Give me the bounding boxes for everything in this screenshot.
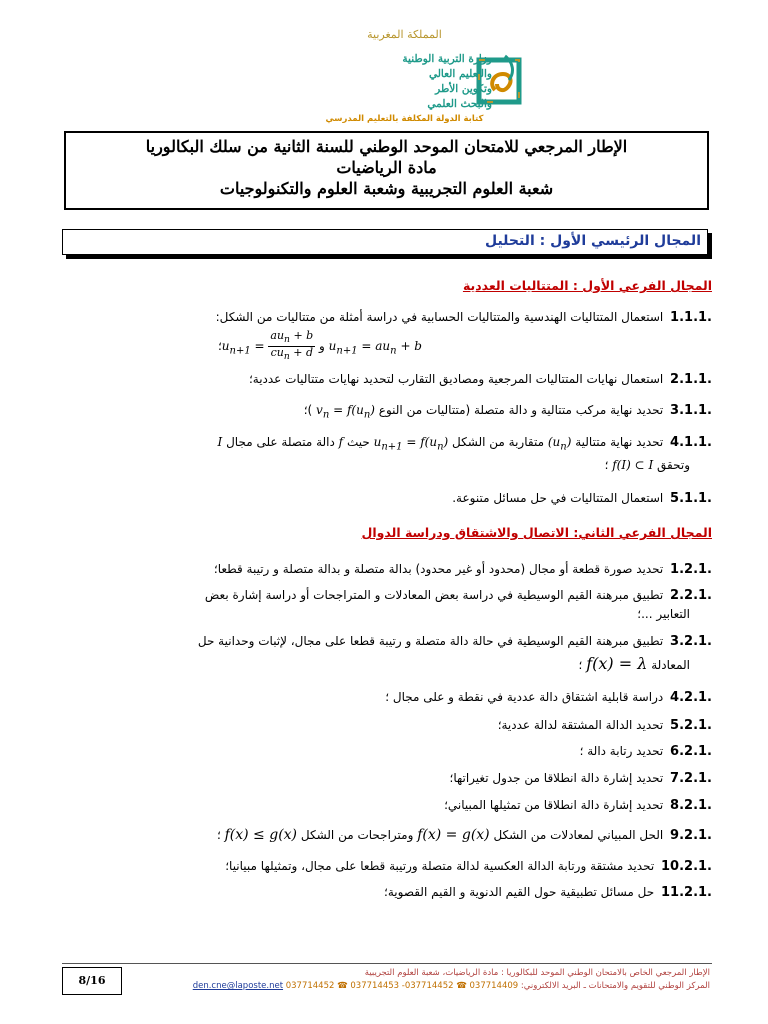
item-text: تحديد إشارة دالة انطلاقا من جدول تغيراتها؛ — [449, 771, 664, 785]
item-number: 5.2.1. — [670, 718, 712, 733]
item-text: حيث — [346, 435, 370, 449]
list-item — [62, 688, 712, 707]
math-expression: $(u_n)$ — [547, 435, 572, 453]
list-item-continuation — [62, 456, 712, 474]
page-footer — [62, 967, 710, 995]
item-end: ؛ — [216, 828, 221, 842]
item-end: ؛ — [604, 458, 609, 472]
main-domain-banner — [62, 229, 712, 259]
homographic-formula: $u_{n+1}$ = $\frac{au_n + b}{cu_n + d}$ — [221, 329, 314, 363]
item-text: وتحقق — [657, 458, 690, 472]
item-text: تحديد رتابة دالة ؛ — [579, 744, 664, 758]
footer-email-link[interactable]: den.cne@laposte.net — [192, 981, 284, 991]
subject-title: مادة الرياضيات — [336, 158, 437, 177]
math-expression: I — [217, 435, 223, 449]
document-title: الإطار المرجعي للامتحان الموحد الوطني للسنة الثانية من سلك البكالوريا — [145, 137, 628, 156]
list-item — [62, 489, 712, 508]
page-number: 8/16 — [62, 967, 122, 995]
list-item — [62, 370, 712, 389]
item-number: 8.2.1. — [670, 798, 712, 813]
item-end: ؛ — [578, 658, 583, 672]
math-expression: $v_n = f(u_n)$ — [316, 403, 375, 421]
stream-title: شعبة العلوم التجريبية وشعبة العلوم والتكنولوجيات — [219, 179, 554, 198]
footer-reference-line: الإطار المرجعي الخاص بالامتحان الوطني الموحد للبكالوريا : مادة الرياضيات، شعبة العلوم التجريبية — [364, 968, 710, 978]
list-item — [62, 769, 712, 788]
item-number: 9.2.1. — [670, 828, 712, 843]
item-number: 3.1.1. — [670, 403, 712, 418]
list-item — [62, 401, 712, 424]
subdomain-1-title: المجال الفرعي الأول : المتتاليات العددية — [462, 278, 712, 293]
ministry-logo-icon — [475, 50, 527, 106]
arithmetic-formula: $u_{n+1} = au_n + b$ — [328, 339, 422, 357]
list-item — [62, 826, 712, 845]
list-item — [62, 857, 712, 876]
item-text: تحديد نهاية متتالية — [575, 435, 664, 449]
ministry-line: والبحث العلمي — [427, 98, 492, 110]
item-number: 11.2.1. — [661, 885, 712, 900]
math-expression: f(x) ≤ g(x) — [224, 827, 298, 843]
item-end: ؛ — [217, 339, 222, 354]
math-expression: $u_{n+1} = f(u_n)$ — [373, 435, 449, 453]
ministry-line: وزارة التربية الوطنية — [402, 53, 492, 65]
item-text: الحل المبياني لمعادلات من الشكل — [493, 828, 664, 842]
item-text: تطبيق مبرهنة القيم الوسيطية في دراسة بعض المعادلات و المتراجحات أو دراسة إشارة بعض — [204, 588, 664, 602]
ministry-line: وتكوين الأطر — [435, 83, 492, 95]
item-number: 4.1.1. — [670, 435, 712, 450]
footer-divider — [62, 963, 712, 964]
item-number: 6.2.1. — [670, 744, 712, 759]
list-item — [62, 586, 712, 623]
list-item — [62, 796, 712, 815]
item-text: تحديد مشتقة ورتابة الدالة العكسية لدالة متصلة ورتيبة قطعا على مجال، وتمثيلها مبيانيا؛ — [225, 859, 655, 873]
item-text: تطبيق مبرهنة القيم الوسيطية في حالة دالة متصلة و رتيبة قطعا على مجال، لإثبات وحدانية حل — [197, 634, 664, 648]
item-number: 1.2.1. — [670, 562, 712, 577]
secretariat-name: كتابة الدولة المكلفة بالتعليم المدرسي — [325, 114, 484, 124]
item-number: 10.2.1. — [661, 859, 712, 874]
item-number: 4.2.1. — [670, 690, 712, 705]
item-text: تحديد الدالة المشتقة لدالة عددية؛ — [497, 718, 664, 732]
item-text: استعمال المتتاليات في حل مسائل متنوعة. — [452, 491, 664, 505]
item-text: تحديد نهاية مركب متتالية و دالة متصلة (متتاليات من النوع — [378, 403, 664, 417]
item-text: استعمال نهايات المتتاليات المرجعية ومصاديق التقارب لتحديد نهايات متتاليات عددية؛ — [248, 372, 664, 386]
item-text: استعمال المتتاليات الهندسية والمتتاليات الحسابية في دراسة أمثلة من متتاليات من الشكل: — [215, 310, 664, 324]
header-logo-block — [292, 22, 572, 130]
item-text: تحديد إشارة دالة انطلاقا من تمثيلها المبياني؛ — [444, 798, 664, 812]
document-title-box — [64, 131, 709, 210]
math-expression: f(x) = g(x) — [417, 827, 490, 843]
item-text: التعابير ...؛ — [637, 607, 690, 621]
list-item — [62, 716, 712, 735]
item-text: )؛ — [303, 403, 313, 417]
item-number: 3.2.1. — [670, 634, 712, 649]
math-expression: f(I) ⊂ I — [612, 458, 654, 472]
formula-line — [62, 330, 712, 363]
list-item — [62, 433, 712, 456]
item-number: 2.2.1. — [670, 588, 712, 603]
item-text: دراسة قابلية اشتقاق دالة عددية في نقطة و على مجال ؛ — [385, 690, 664, 704]
item-text: ومتراجحات من الشكل — [300, 828, 414, 842]
footer-text — [128, 967, 710, 993]
footer-center-name: المركز الوطني للتقويم والامتحانات ـ البريد الالكتروني: — [520, 981, 710, 991]
item-number: 5.1.1. — [670, 491, 712, 506]
main-domain-title: المجال الرئيسي الأول : التحليل — [62, 229, 708, 255]
item-text: دالة متصلة على مجال — [226, 435, 335, 449]
list-item — [62, 883, 712, 902]
item-text: متقاربة من الشكل — [452, 435, 544, 449]
item-text: حل مسائل تطبيقية حول القيم الدنوية و القيم القصوية؛ — [384, 885, 655, 899]
math-expression: f — [338, 435, 344, 449]
ministry-line: والتعليم العالي — [428, 68, 492, 80]
item-text: تحديد صورة قطعة أو مجال (محدود أو غير محدود) بدالة متصلة و بدالة متصلة و رتيبة قطعا؛ — [213, 562, 664, 576]
and-word: و — [319, 339, 325, 354]
list-item — [62, 560, 712, 579]
subdomain-2-title: المجال الفرعي الثاني: الاتصال والاشتقاق ودراسة الدوال — [361, 525, 712, 540]
kingdom-name: المملكة المغربية — [367, 28, 442, 41]
item-number: 2.1.1. — [670, 372, 712, 387]
item-number: 1.1.1. — [670, 310, 712, 325]
ministry-name — [292, 52, 492, 112]
footer-phones: 037714452 ☎ 037714453 -037714452 ☎ 037714409 — [285, 981, 519, 991]
item-number: 7.2.1. — [670, 771, 712, 786]
item-text: المعادلة — [651, 658, 690, 672]
math-expression: f(x) = λ — [586, 654, 648, 673]
footer-contact-line — [128, 980, 710, 993]
list-item — [62, 632, 712, 674]
list-item — [62, 308, 712, 327]
list-item — [62, 742, 712, 761]
